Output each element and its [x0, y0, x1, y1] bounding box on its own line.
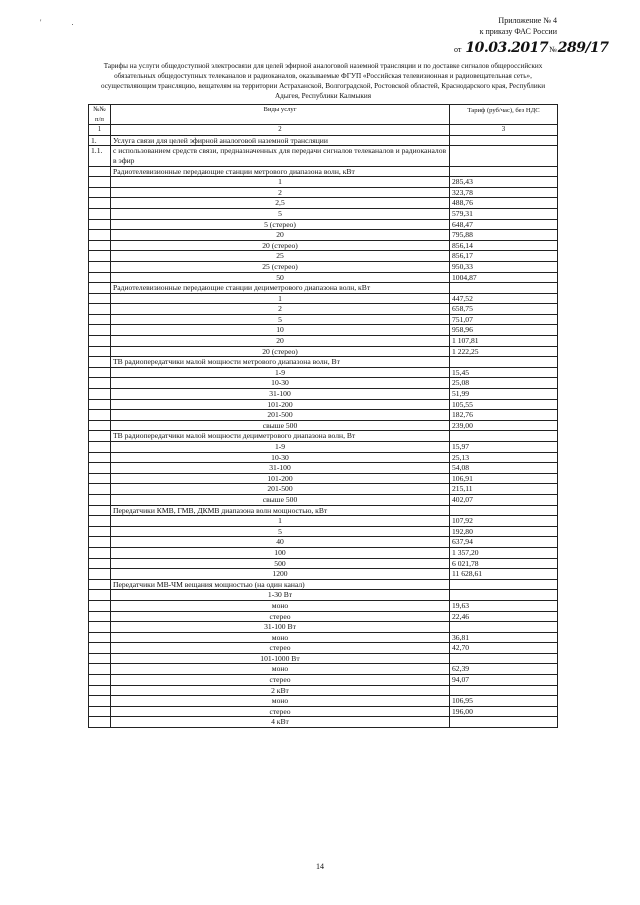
- row-service: Передатчики КМВ, ГМВ, ДКМВ диапазона волн мощностью, кВт: [111, 505, 450, 516]
- row-tariff: 15,45: [450, 367, 558, 378]
- row-number: [89, 452, 111, 463]
- table-row: [89, 304, 558, 315]
- row-tariff: 19,63: [450, 600, 558, 611]
- row-tariff: 42,70: [450, 643, 558, 654]
- group-row: [89, 357, 558, 368]
- row-tariff: 105,55: [450, 399, 558, 410]
- row-number: [89, 325, 111, 336]
- row-service: 50: [111, 272, 450, 283]
- row-service: свыше 500: [111, 494, 450, 505]
- row-number: [89, 389, 111, 400]
- column-number-3: 3: [450, 125, 558, 136]
- order-line: [454, 40, 609, 56]
- row-service: 1: [111, 516, 450, 527]
- table-row: [89, 261, 558, 272]
- row-tariff: 54,08: [450, 463, 558, 474]
- table-row: [89, 473, 558, 484]
- row-tariff: 323,78: [450, 187, 558, 198]
- row-number: [89, 600, 111, 611]
- row-number: [89, 547, 111, 558]
- row-service: 20: [111, 230, 450, 241]
- table-row: [89, 590, 558, 601]
- row-number: [89, 463, 111, 474]
- row-service: 5: [111, 314, 450, 325]
- row-service: 40: [111, 537, 450, 548]
- row-tariff: 637,94: [450, 537, 558, 548]
- row-service: Услуга связи для целей эфирной аналоговой наземной трансляции: [111, 135, 450, 146]
- row-service: 31-100 Вт: [111, 622, 450, 633]
- row-number: [89, 569, 111, 580]
- table-row: [89, 240, 558, 251]
- table-row: [89, 389, 558, 400]
- row-service: стерео: [111, 675, 450, 686]
- row-tariff: 25,08: [450, 378, 558, 389]
- table-row: [89, 187, 558, 198]
- table-row: [89, 685, 558, 696]
- table-row: [89, 219, 558, 230]
- group-row: [89, 505, 558, 516]
- row-service: 1-9: [111, 442, 450, 453]
- row-tariff: 1 107,81: [450, 336, 558, 347]
- tariff-table: [88, 104, 558, 728]
- row-number: [89, 516, 111, 527]
- row-number: [89, 219, 111, 230]
- order-prefix: от: [454, 45, 462, 54]
- row-tariff: 192,80: [450, 526, 558, 537]
- row-number: [89, 187, 111, 198]
- row-number: [89, 346, 111, 357]
- table-row: [89, 611, 558, 622]
- row-tariff: 15,97: [450, 442, 558, 453]
- section-row: [89, 135, 558, 146]
- row-tariff: 239,00: [450, 420, 558, 431]
- appendix-block: [397, 15, 557, 37]
- row-tariff: 1 222,25: [450, 346, 558, 357]
- row-tariff: 51,99: [450, 389, 558, 400]
- row-number: [89, 622, 111, 633]
- row-number: [89, 336, 111, 347]
- row-service: 20 (стерео): [111, 240, 450, 251]
- table-row: [89, 272, 558, 283]
- row-tariff: 1004,87: [450, 272, 558, 283]
- row-number: [89, 579, 111, 590]
- table-row: [89, 494, 558, 505]
- row-tariff: 1 357,20: [450, 547, 558, 558]
- table-row: [89, 653, 558, 664]
- row-tariff: 22,46: [450, 611, 558, 622]
- row-tariff: [450, 717, 558, 728]
- row-tariff: [450, 622, 558, 633]
- row-number: [89, 653, 111, 664]
- row-tariff: 488,76: [450, 198, 558, 209]
- section-row: [89, 146, 558, 166]
- row-service: стерео: [111, 611, 450, 622]
- order-number-label: №: [549, 45, 557, 54]
- group-row: [89, 166, 558, 177]
- row-tariff: [450, 283, 558, 294]
- row-service: 101-200: [111, 399, 450, 410]
- row-service: 31-100: [111, 389, 450, 400]
- row-number: [89, 208, 111, 219]
- table-row: [89, 675, 558, 686]
- row-tariff: [450, 505, 558, 516]
- row-service: 1: [111, 177, 450, 188]
- row-number: [89, 632, 111, 643]
- row-service: 31-100: [111, 463, 450, 474]
- row-service: 2,5: [111, 198, 450, 209]
- row-tariff: 107,92: [450, 516, 558, 527]
- row-tariff: [450, 685, 558, 696]
- row-service: моно: [111, 632, 450, 643]
- row-tariff: 196,00: [450, 706, 558, 717]
- row-number: [89, 558, 111, 569]
- table-row: [89, 706, 558, 717]
- table-row: [89, 325, 558, 336]
- row-service: 100: [111, 547, 450, 558]
- row-service: Передатчики МВ-ЧМ вещания мощностью (на один канал): [111, 579, 450, 590]
- row-number: [89, 431, 111, 442]
- row-number: [89, 505, 111, 516]
- table-row: [89, 378, 558, 389]
- header-tariff: Тариф (руб/час), без НДС: [450, 105, 558, 125]
- row-number: [89, 240, 111, 251]
- row-service: моно: [111, 600, 450, 611]
- row-service: Радиотелевизионные передающие станции дециметрового диапазона волн, кВт: [111, 283, 450, 294]
- row-number: [89, 283, 111, 294]
- row-number: [89, 590, 111, 601]
- row-tariff: [450, 590, 558, 601]
- appendix-title: Приложение № 4: [498, 16, 557, 25]
- row-number: [89, 261, 111, 272]
- table-row: [89, 547, 558, 558]
- table-row: [89, 177, 558, 188]
- header-number: №№ п/п: [89, 105, 111, 125]
- row-service: 25 (стерео): [111, 261, 450, 272]
- row-service: 101-200: [111, 473, 450, 484]
- row-service: 10: [111, 325, 450, 336]
- table-row: [89, 198, 558, 209]
- row-number: [89, 696, 111, 707]
- row-number: [89, 494, 111, 505]
- table-row: [89, 537, 558, 548]
- table-row: [89, 600, 558, 611]
- row-number: 1.1.: [89, 146, 111, 166]
- row-tariff: [450, 135, 558, 146]
- row-service: моно: [111, 696, 450, 707]
- table-row: [89, 622, 558, 633]
- row-service: стерео: [111, 643, 450, 654]
- row-tariff: 658,75: [450, 304, 558, 315]
- row-service: Радиотелевизионные передающие станции метрового диапазона волн, кВт: [111, 166, 450, 177]
- scan-marks: ' .: [40, 18, 88, 27]
- column-number-2: 2: [111, 125, 450, 136]
- row-service: свыше 500: [111, 420, 450, 431]
- table-row: [89, 399, 558, 410]
- row-number: [89, 293, 111, 304]
- row-number: [89, 198, 111, 209]
- row-number: [89, 314, 111, 325]
- order-date: 10.03.2017: [465, 40, 549, 56]
- table-row: [89, 314, 558, 325]
- row-number: 1.: [89, 135, 111, 146]
- tariff-table-body: [89, 135, 558, 727]
- row-number: [89, 537, 111, 548]
- table-row: [89, 717, 558, 728]
- row-service: 20: [111, 336, 450, 347]
- row-service: 101-1000 Вт: [111, 653, 450, 664]
- table-row: [89, 208, 558, 219]
- row-service: 20 (стерео): [111, 346, 450, 357]
- row-number: [89, 251, 111, 262]
- row-number: [89, 611, 111, 622]
- row-tariff: 579,31: [450, 208, 558, 219]
- row-tariff: [450, 579, 558, 590]
- table-row: [89, 336, 558, 347]
- row-service: 25: [111, 251, 450, 262]
- row-number: [89, 643, 111, 654]
- row-service: 4 кВт: [111, 717, 450, 728]
- row-service: 2 кВт: [111, 685, 450, 696]
- table-row: [89, 230, 558, 241]
- row-service: 2: [111, 187, 450, 198]
- row-tariff: 285,43: [450, 177, 558, 188]
- row-number: [89, 166, 111, 177]
- row-number: [89, 664, 111, 675]
- row-number: [89, 706, 111, 717]
- row-number: [89, 399, 111, 410]
- row-number: [89, 304, 111, 315]
- row-tariff: [450, 166, 558, 177]
- row-tariff: 106,91: [450, 473, 558, 484]
- row-tariff: 25,13: [450, 452, 558, 463]
- column-number-1: 1: [89, 125, 111, 136]
- row-tariff: 950,33: [450, 261, 558, 272]
- table-row: [89, 643, 558, 654]
- row-tariff: 36,81: [450, 632, 558, 643]
- row-number: [89, 675, 111, 686]
- row-tariff: 11 628,61: [450, 569, 558, 580]
- table-row: [89, 251, 558, 262]
- table-row: [89, 632, 558, 643]
- row-number: [89, 484, 111, 495]
- row-service: 1-9: [111, 367, 450, 378]
- row-service: 201-500: [111, 484, 450, 495]
- group-row: [89, 431, 558, 442]
- row-number: [89, 420, 111, 431]
- row-tariff: 402,07: [450, 494, 558, 505]
- row-service: 500: [111, 558, 450, 569]
- row-service: 10-30: [111, 378, 450, 389]
- table-row: [89, 569, 558, 580]
- table-row: [89, 293, 558, 304]
- table-row: [89, 558, 558, 569]
- row-tariff: 795,88: [450, 230, 558, 241]
- row-service: 1-30 Вт: [111, 590, 450, 601]
- row-service: 5 (стерео): [111, 219, 450, 230]
- row-service: моно: [111, 664, 450, 675]
- row-tariff: [450, 357, 558, 368]
- table-row: [89, 463, 558, 474]
- table-header-row: [89, 105, 558, 125]
- table-row: [89, 516, 558, 527]
- row-number: [89, 410, 111, 421]
- row-service: 1200: [111, 569, 450, 580]
- row-number: [89, 473, 111, 484]
- group-row: [89, 283, 558, 294]
- page-number: 14: [316, 862, 324, 871]
- row-tariff: [450, 146, 558, 166]
- document-title: Тарифы на услуги общедоступной электросвязи для целей эфирной аналоговой наземной трансляции и по доставке сигналов общероссийских обязательных общедоступных телеканалов и радиоканалов, оказываемые ФГУП «Российская телевизионная и радиовещательная сеть», осуществляющим трансляцию, вещателям на территории Астраханской, Волгоградской, Ростовской областей, Краснодарского края, Республики Адыгея, Республики Калмыкия: [100, 62, 546, 100]
- row-tariff: 215,11: [450, 484, 558, 495]
- row-service: 5: [111, 208, 450, 219]
- table-row: [89, 696, 558, 707]
- row-number: [89, 685, 111, 696]
- row-number: [89, 442, 111, 453]
- appendix-order-ref: к приказу ФАС России: [479, 27, 557, 36]
- column-number-row: [89, 125, 558, 136]
- table-row: [89, 346, 558, 357]
- row-service: 5: [111, 526, 450, 537]
- order-number: 289/17: [557, 40, 609, 56]
- row-number: [89, 177, 111, 188]
- row-number: [89, 272, 111, 283]
- row-service: с использованием средств связи, предназначенных для передачи сигналов телеканалов и радиоканалов в эфир: [111, 146, 450, 166]
- row-service: ТВ радиопередатчики малой мощности дециметрового диапазона волн, Вт: [111, 431, 450, 442]
- row-tariff: 751,07: [450, 314, 558, 325]
- table-row: [89, 442, 558, 453]
- row-number: [89, 230, 111, 241]
- row-tariff: [450, 431, 558, 442]
- row-number: [89, 526, 111, 537]
- row-tariff: 856,17: [450, 251, 558, 262]
- table-row: [89, 367, 558, 378]
- table-row: [89, 420, 558, 431]
- row-tariff: 94,07: [450, 675, 558, 686]
- row-service: ТВ радиопередатчики малой мощности метрового диапазона волн, Вт: [111, 357, 450, 368]
- row-number: [89, 367, 111, 378]
- row-service: 2: [111, 304, 450, 315]
- row-tariff: [450, 653, 558, 664]
- row-tariff: 182,76: [450, 410, 558, 421]
- row-number: [89, 357, 111, 368]
- row-tariff: 106,95: [450, 696, 558, 707]
- row-tariff: 6 021,78: [450, 558, 558, 569]
- row-service: стерео: [111, 706, 450, 717]
- table-row: [89, 526, 558, 537]
- table-row: [89, 452, 558, 463]
- row-tariff: 62,39: [450, 664, 558, 675]
- table-row: [89, 484, 558, 495]
- row-number: [89, 378, 111, 389]
- row-tariff: 958,96: [450, 325, 558, 336]
- row-tariff: 856,14: [450, 240, 558, 251]
- row-tariff: 447,52: [450, 293, 558, 304]
- group-row: [89, 579, 558, 590]
- row-number: [89, 717, 111, 728]
- row-service: 10-30: [111, 452, 450, 463]
- row-service: 201-500: [111, 410, 450, 421]
- header-service: Виды услуг: [111, 105, 450, 125]
- table-row: [89, 410, 558, 421]
- table-row: [89, 664, 558, 675]
- row-tariff: 648,47: [450, 219, 558, 230]
- row-service: 1: [111, 293, 450, 304]
